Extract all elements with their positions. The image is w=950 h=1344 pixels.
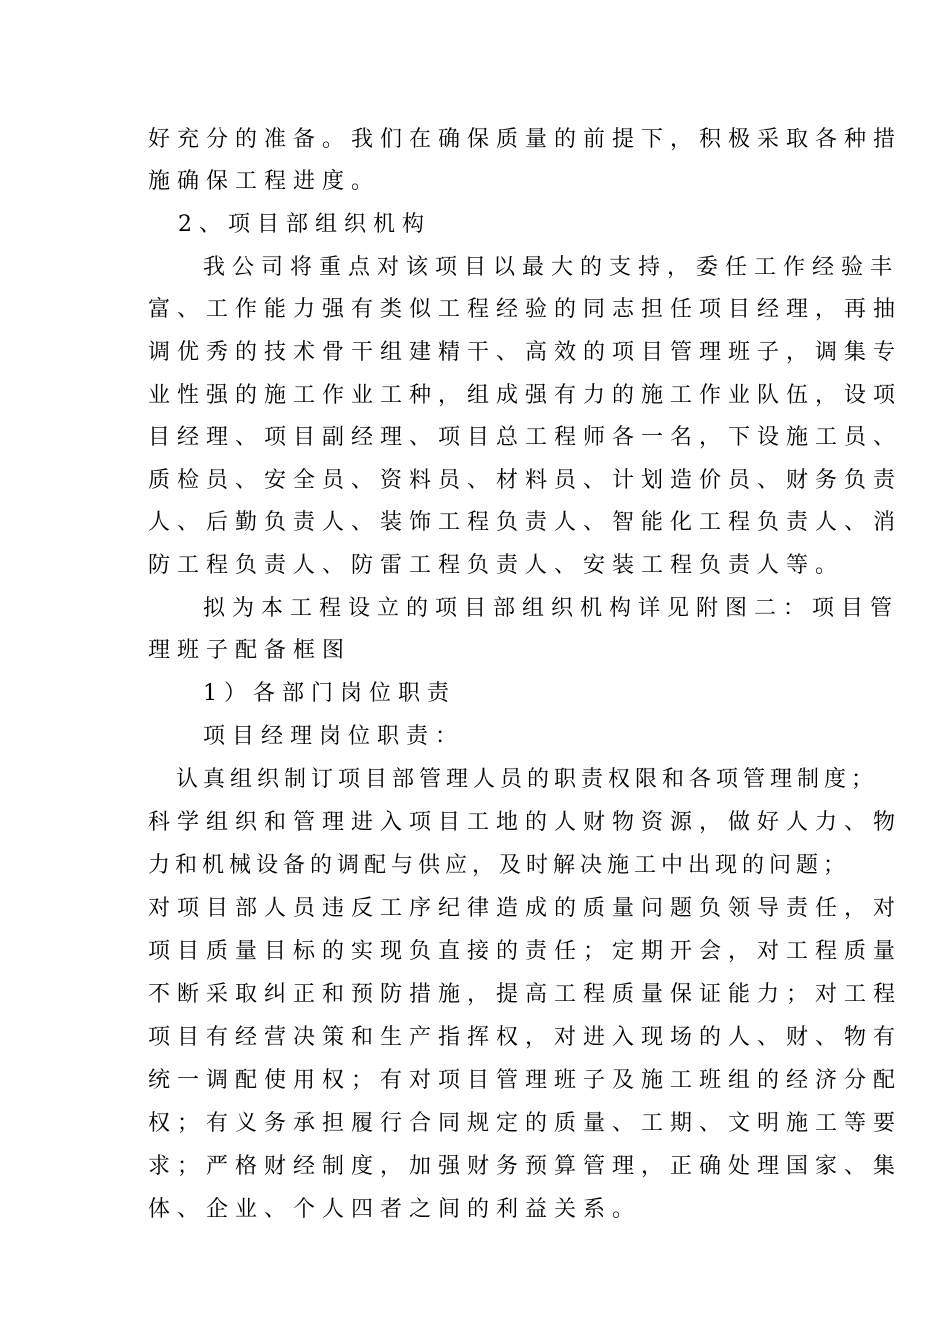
subsection-heading: 1）各部门岗位职责 bbox=[203, 681, 456, 706]
paragraph-line: 业性强的施工作业工种，组成强有力的施工作业队伍，设项 bbox=[148, 383, 903, 408]
paragraph-line: 富、工作能力强有类似工程经验的同志担任项目经理，再抽 bbox=[148, 297, 903, 322]
paragraph-line: 科学组织和管理进入项目工地的人财物资源，做好人力、物 bbox=[148, 810, 903, 835]
paragraph-line: 防工程负责人、防雷工程负责人、安装工程负责人等。 bbox=[148, 553, 845, 578]
paragraph-line: 不断采取纠正和预防措施，提高工程质量保证能力；对工程 bbox=[148, 982, 903, 1007]
section-heading: 2、项目部组织机构 bbox=[178, 212, 431, 237]
paragraph-line: 调优秀的技术骨干组建精干、高效的项目管理班子，调集专 bbox=[148, 340, 903, 365]
paragraph-line: 项目有经营决策和生产指挥权，对进入现场的人、财、物有 bbox=[148, 1025, 903, 1050]
paragraph-line: 对项目部人员违反工序纪律造成的质量问题负领导责任，对 bbox=[148, 896, 903, 921]
paragraph-line: 项目质量目标的实现负直接的责任；定期开会，对工程质量 bbox=[148, 939, 903, 964]
paragraph-line: 理班子配备框图 bbox=[148, 638, 352, 663]
paragraph-line: 质检员、安全员、资料员、材料员、计划造价员、财务负责 bbox=[148, 468, 903, 493]
paragraph-line: 人、后勤负责人、装饰工程负责人、智能化工程负责人、消 bbox=[148, 510, 903, 535]
paragraph-line: 统一调配使用权；有对项目管理班子及施工班组的经济分配 bbox=[148, 1068, 903, 1093]
paragraph-line: 目经理、项目副经理、项目总工程师各一名，下设施工员、 bbox=[148, 425, 903, 450]
subsection-heading: 项目经理岗位职责： bbox=[203, 724, 465, 749]
paragraph-line: 力和机械设备的调配与供应，及时解决施工中出现的问题； bbox=[148, 853, 851, 878]
paragraph-line: 体、企业、个人四者之间的利益关系。 bbox=[148, 1197, 642, 1222]
paragraph-line: 好充分的准备。我们在确保质量的前提下，积极采取各种措 bbox=[148, 127, 903, 152]
paragraph-line: 拟为本工程设立的项目部组织机构详见附图二：项目管 bbox=[203, 596, 900, 621]
paragraph-line: 认真组织制订项目部管理人员的职责权限和各项管理制度； bbox=[176, 767, 879, 792]
paragraph-line: 求；严格财经制度，加强财务预算管理，正确处理国家、集 bbox=[148, 1154, 903, 1179]
paragraph-line: 权；有义务承担履行合同规定的质量、工期、文明施工等要 bbox=[148, 1111, 903, 1136]
paragraph-line: 我公司将重点对该项目以最大的支持，委任工作经验丰 bbox=[203, 255, 900, 280]
paragraph-line: 施确保工程进度。 bbox=[148, 169, 381, 194]
